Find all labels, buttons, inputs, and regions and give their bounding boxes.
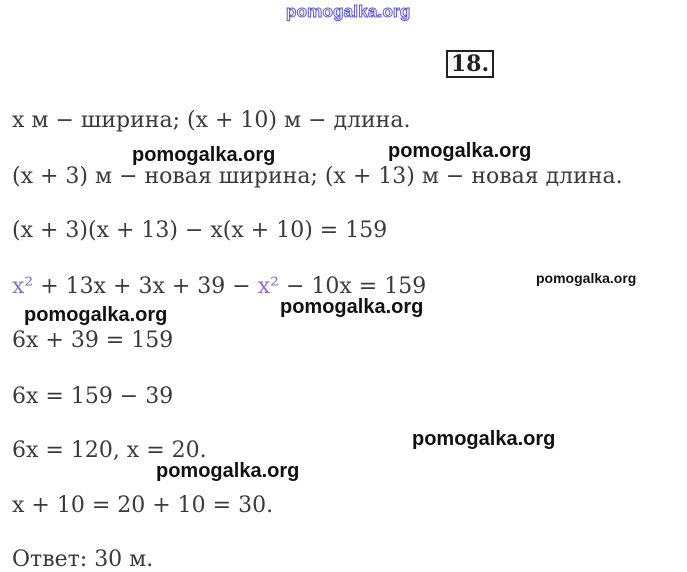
x-squared-term: x² [12,274,34,299]
watermark: pomogalka.org [24,304,168,326]
solution-line-5: 6x + 39 = 159 [12,328,174,353]
solution-line-8: x + 10 = 20 + 10 = 30. [12,493,274,518]
expression-part: − 10x = 159 [278,274,427,299]
expression-part: + 13x + 3x + 39 − [33,274,258,299]
watermark: pomogalka.org [388,140,532,162]
solution-line-6: 6x = 159 − 39 [12,384,174,409]
solution-line-7: 6x = 120, x = 20. [12,438,207,463]
solution-line-2: (x + 3) м − новая ширина; (x + 13) м − новая длина. [12,164,623,189]
watermark: pomogalka.org [132,144,276,166]
answer-line: Ответ: 30 м. [12,547,154,572]
watermark: pomogalka.org [156,460,300,482]
watermark: pomogalka.org [412,428,556,450]
watermark: pomogalka.org [280,296,424,318]
solution-line-4 [12,276,426,298]
watermark: pomogalka.org [536,270,637,286]
x-squared-term: x² [257,274,279,299]
solution-line-1: x м − ширина; (x + 10) м − длина. [12,108,411,133]
problem-number: 18. [446,50,494,78]
watermark-top[interactable]: pomogalka.org [286,2,411,21]
solution-line-3: (x + 3)(x + 13) − x(x + 10) = 159 [12,218,388,243]
